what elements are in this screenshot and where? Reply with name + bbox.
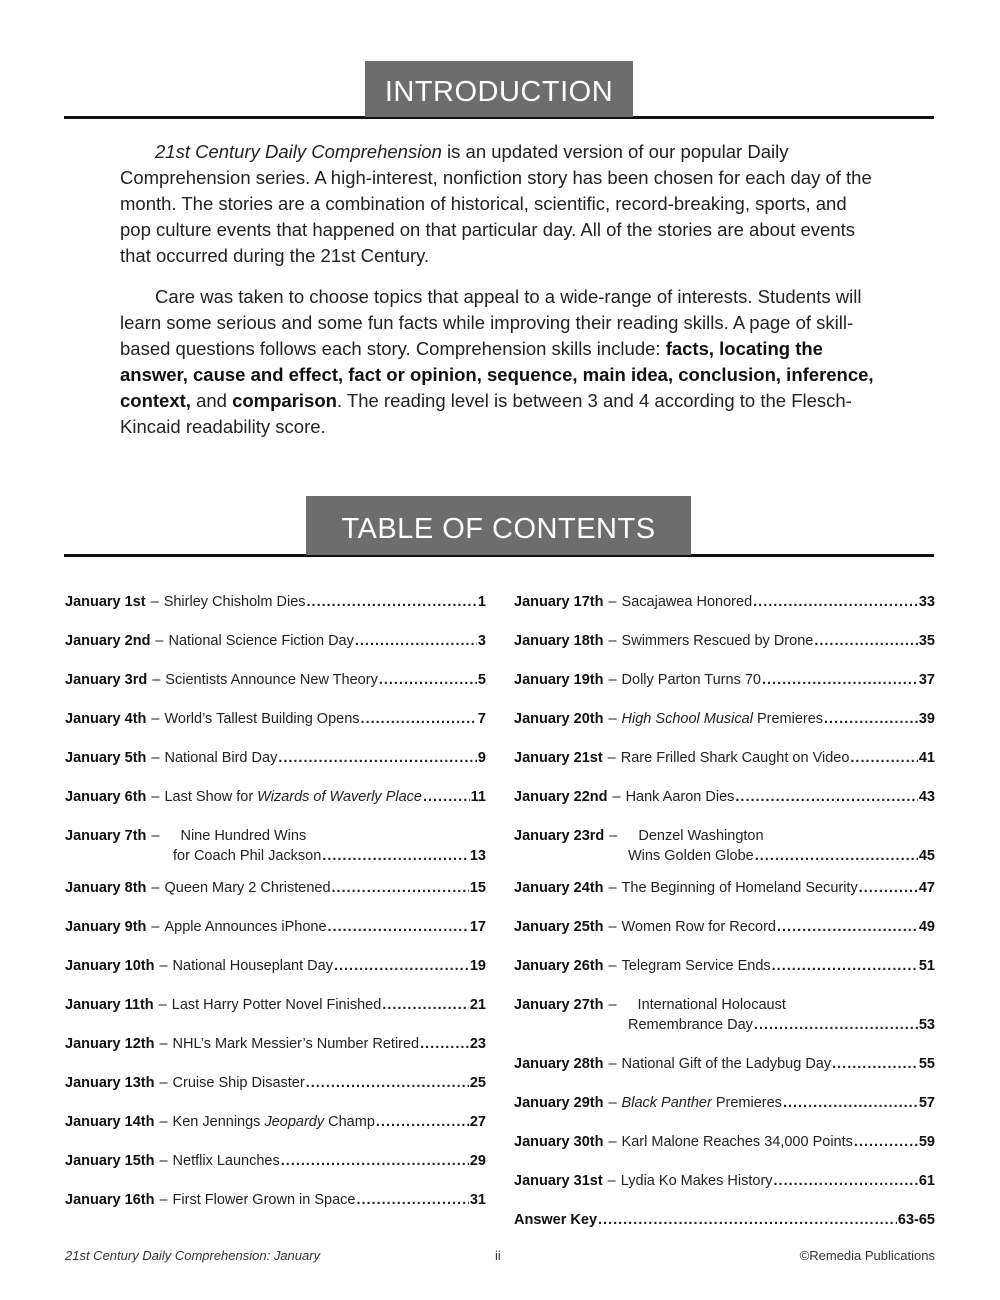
dot-leader bbox=[735, 787, 917, 807]
dash: – bbox=[608, 672, 617, 688]
dash: – bbox=[152, 672, 161, 688]
dot-leader bbox=[376, 1112, 469, 1132]
toc-entry-line bbox=[514, 1171, 935, 1191]
toc-entry-line bbox=[65, 995, 486, 1015]
dot-leader bbox=[754, 1015, 918, 1035]
toc-entry-title: Nine Hundred Wins bbox=[180, 828, 307, 844]
toc-entry-page: 1 bbox=[477, 594, 486, 610]
toc-heading: TABLE OF CONTENTS bbox=[306, 496, 691, 555]
toc-entry[interactable] bbox=[65, 631, 486, 651]
dash: – bbox=[155, 633, 164, 649]
toc-entry-date: January 5th bbox=[65, 750, 147, 766]
dot-leader bbox=[332, 878, 469, 898]
dot-leader bbox=[850, 748, 917, 768]
dash: – bbox=[608, 594, 617, 610]
toc-entry-line bbox=[514, 878, 935, 898]
toc-entry[interactable] bbox=[65, 995, 486, 1015]
toc-entry-page: 25 bbox=[469, 1075, 486, 1091]
intro-paragraph-1 bbox=[120, 139, 880, 269]
toc-entry[interactable] bbox=[65, 709, 486, 729]
dot-leader bbox=[379, 670, 477, 690]
toc-entry[interactable] bbox=[65, 1151, 486, 1171]
toc-entry-date: January 13th bbox=[65, 1075, 155, 1091]
toc-entry-page: 45 bbox=[918, 848, 935, 864]
toc-entry-title: World’s Tallest Building Opens bbox=[164, 711, 360, 727]
toc-entry[interactable] bbox=[514, 631, 935, 651]
title-text: Premieres bbox=[752, 711, 824, 727]
dot-leader bbox=[278, 748, 477, 768]
book-title: 21st Century Daily Comprehension bbox=[155, 141, 442, 162]
dot-leader bbox=[753, 592, 918, 612]
toc-entry-line bbox=[65, 670, 486, 690]
dash: – bbox=[159, 1075, 168, 1091]
toc-entry-line bbox=[514, 995, 935, 1015]
toc-entry[interactable] bbox=[65, 1073, 486, 1093]
toc-entry-page: 39 bbox=[918, 711, 935, 727]
title-text: Ken Jennings bbox=[172, 1114, 265, 1130]
toc-entry[interactable] bbox=[65, 670, 486, 690]
toc-entry-date: January 8th bbox=[65, 880, 147, 896]
title-text: Last Show for bbox=[164, 789, 258, 805]
dash: – bbox=[608, 1134, 617, 1150]
dash: – bbox=[159, 1153, 168, 1169]
toc-entry-date: January 9th bbox=[65, 919, 147, 935]
toc-entry-page: 29 bbox=[469, 1153, 486, 1169]
toc-entry[interactable] bbox=[65, 1112, 486, 1132]
dot-leader bbox=[854, 1132, 918, 1152]
dot-leader bbox=[762, 670, 918, 690]
dash: – bbox=[158, 997, 167, 1013]
introduction-header bbox=[64, 61, 934, 121]
dot-leader bbox=[356, 1190, 468, 1210]
toc-entry[interactable] bbox=[514, 670, 935, 690]
toc-entry[interactable] bbox=[514, 956, 935, 976]
toc-entry-page: 13 bbox=[469, 848, 486, 864]
toc-entry-page: 33 bbox=[918, 594, 935, 610]
toc-entry[interactable] bbox=[514, 1132, 935, 1152]
toc-entry-line bbox=[514, 709, 935, 729]
toc-entry-title: Last Harry Potter Novel Finished bbox=[171, 997, 382, 1013]
toc-entry[interactable] bbox=[514, 592, 935, 612]
toc-entry-page: 57 bbox=[918, 1095, 935, 1111]
intro-p2-tail: . The reading level is between 3 and 4 according to the Flesch-Kincaid readability score. bbox=[120, 390, 852, 437]
toc-entry-title: National Gift of the Ladybug Day bbox=[621, 1056, 832, 1072]
toc-entry-date: January 3rd bbox=[65, 672, 148, 688]
toc-entry-line bbox=[514, 1054, 935, 1074]
dash: – bbox=[151, 711, 160, 727]
dash: – bbox=[609, 828, 618, 844]
toc-entry-page: 21 bbox=[469, 997, 486, 1013]
toc-entry-title: Dolly Parton Turns 70 bbox=[621, 672, 761, 688]
toc-entry-title: Lydia Ko Makes History bbox=[620, 1173, 773, 1189]
toc-entry-page: 19 bbox=[469, 958, 486, 974]
toc-entry-title: Swimmers Rescued by Drone bbox=[621, 633, 814, 649]
dash: – bbox=[608, 711, 617, 727]
dash: – bbox=[608, 880, 617, 896]
toc-entry[interactable] bbox=[65, 956, 486, 976]
dash: – bbox=[151, 789, 160, 805]
toc-entry-title: Shirley Chisholm Dies bbox=[163, 594, 306, 610]
dot-leader bbox=[423, 787, 470, 807]
toc-entry-date: January 28th bbox=[514, 1056, 604, 1072]
dot-leader bbox=[783, 1093, 918, 1113]
toc-entry-date: January 31st bbox=[514, 1173, 603, 1189]
toc-entry-line bbox=[65, 878, 486, 898]
toc-entry-title bbox=[173, 1112, 375, 1132]
toc-entry-line bbox=[514, 1132, 935, 1152]
toc-entry-date: January 19th bbox=[514, 672, 604, 688]
dot-leader bbox=[774, 1171, 918, 1191]
toc-entry-title: Sacajawea Honored bbox=[621, 594, 753, 610]
toc-entry[interactable] bbox=[65, 878, 486, 898]
toc-entry-page: 43 bbox=[918, 789, 935, 805]
toc-entry-date: January 21st bbox=[514, 750, 603, 766]
dot-leader bbox=[382, 995, 469, 1015]
dash: – bbox=[608, 997, 617, 1013]
toc-entry-title bbox=[164, 787, 421, 807]
toc-entry-line bbox=[65, 1190, 486, 1210]
answer-key-label: Answer Key bbox=[514, 1212, 598, 1228]
toc-entry-page: 15 bbox=[469, 880, 486, 896]
toc-entry-date: January 2nd bbox=[65, 633, 151, 649]
toc-entry-date: January 1st bbox=[65, 594, 146, 610]
dot-leader bbox=[755, 846, 918, 866]
toc-entry-title: NHL’s Mark Messier’s Number Retired bbox=[172, 1036, 420, 1052]
intro-paragraph-2 bbox=[120, 284, 880, 440]
dash: – bbox=[151, 750, 160, 766]
toc-entry-title: Denzel Washington bbox=[638, 828, 764, 844]
toc-entry-title: National Science Fiction Day bbox=[168, 633, 354, 649]
toc-entry-date: January 6th bbox=[65, 789, 147, 805]
dot-leader bbox=[307, 592, 477, 612]
dash: – bbox=[607, 1173, 616, 1189]
toc-entry-page: 5 bbox=[477, 672, 486, 688]
toc-entry[interactable] bbox=[514, 709, 935, 729]
toc-entry-line bbox=[65, 826, 486, 846]
toc-entry-title: Wins Golden Globe bbox=[628, 848, 754, 864]
toc-entry-line bbox=[514, 846, 935, 866]
answer-key-entry[interactable] bbox=[514, 1210, 935, 1230]
toc-entry-line bbox=[65, 709, 486, 729]
intro-p2-text: Care was taken to choose topics that appeal to a wide-range of interests. Students will learn some serious and some fun facts while improving their reading skills. A page of skill-based questions follows each story. Comprehension skills include: bbox=[120, 286, 862, 359]
toc-entry[interactable] bbox=[65, 917, 486, 937]
toc-entry[interactable] bbox=[514, 787, 935, 807]
toc-entry-title: Queen Mary 2 Christened bbox=[164, 880, 331, 896]
dot-leader bbox=[777, 917, 918, 937]
toc-entry-line bbox=[514, 1093, 935, 1113]
toc-entry-line bbox=[65, 1073, 486, 1093]
toc-entry-page: 51 bbox=[918, 958, 935, 974]
toc-entry-page: 31 bbox=[469, 1192, 486, 1208]
dot-leader bbox=[355, 631, 477, 651]
toc-entry-line bbox=[65, 748, 486, 768]
toc-entry-date: January 29th bbox=[514, 1095, 604, 1111]
toc-entry-date: January 4th bbox=[65, 711, 147, 727]
toc-entry-page: 9 bbox=[477, 750, 486, 766]
toc-entry-page: 37 bbox=[918, 672, 935, 688]
dot-leader bbox=[328, 917, 469, 937]
toc-entry-line bbox=[65, 846, 486, 866]
toc-entry-date: January 25th bbox=[514, 919, 604, 935]
dash: – bbox=[151, 880, 160, 896]
copyright: ©Remedia Publications bbox=[799, 1248, 935, 1263]
toc-entry-title: Hank Aaron Dies bbox=[625, 789, 735, 805]
toc-entry[interactable] bbox=[514, 917, 935, 937]
toc-entry-page: 61 bbox=[918, 1173, 935, 1189]
toc-entry[interactable] bbox=[514, 1171, 935, 1191]
toc-entry-page: 7 bbox=[477, 711, 486, 727]
toc-entry-title: Telegram Service Ends bbox=[621, 958, 771, 974]
toc-entry-date: January 18th bbox=[514, 633, 604, 649]
toc-entry-title: Scientists Announce New Theory bbox=[165, 672, 378, 688]
toc-header bbox=[64, 496, 934, 558]
toc-entry[interactable] bbox=[65, 1034, 486, 1054]
toc-entry-date: January 7th bbox=[65, 828, 147, 844]
toc-entry-title: for Coach Phil Jackson bbox=[173, 848, 322, 864]
dash: – bbox=[151, 919, 160, 935]
dash: – bbox=[607, 750, 616, 766]
dot-leader bbox=[598, 1210, 897, 1230]
intro-p1-text: is an updated version of our popular Daily Comprehension series. A high-interest, nonfiction story has been chosen for each day of the month. The stories are a combination of historical, scientific, record-breaking, sports, and pop culture events that happened on that particular day. All of the stories are about events that occurred during the 21st Century. bbox=[120, 141, 872, 266]
toc-entry-title: Netflix Launches bbox=[172, 1153, 280, 1169]
toc-entry-title: The Beginning of Homeland Security bbox=[621, 880, 858, 896]
dot-leader bbox=[814, 631, 918, 651]
toc-entry-line bbox=[514, 592, 935, 612]
toc-entry-page: 11 bbox=[470, 789, 486, 805]
toc-entry-line bbox=[514, 1210, 935, 1230]
dash: – bbox=[159, 958, 168, 974]
toc-entry-line bbox=[514, 631, 935, 651]
title-italic: Black Panther bbox=[621, 1095, 712, 1111]
toc-entry-date: January 16th bbox=[65, 1192, 155, 1208]
toc-entry[interactable] bbox=[65, 787, 486, 807]
introduction-heading: INTRODUCTION bbox=[365, 61, 633, 117]
toc-entry-line bbox=[514, 748, 935, 768]
toc-entry-line bbox=[65, 592, 486, 612]
toc-entry[interactable] bbox=[65, 748, 486, 768]
title-text: Champ bbox=[324, 1114, 375, 1130]
toc-entry-page: 47 bbox=[918, 880, 935, 896]
dash: – bbox=[608, 1095, 617, 1111]
toc-entry-date: January 15th bbox=[65, 1153, 155, 1169]
toc-entry-line bbox=[65, 956, 486, 976]
toc-entry-line bbox=[514, 787, 935, 807]
dash: – bbox=[159, 1036, 168, 1052]
toc-entry[interactable] bbox=[65, 826, 486, 866]
dot-leader bbox=[361, 709, 477, 729]
dot-leader bbox=[420, 1034, 469, 1054]
dash: – bbox=[608, 633, 617, 649]
toc-entry-line bbox=[65, 631, 486, 651]
title-italic: High School Musical bbox=[621, 711, 753, 727]
toc-entry-date: January 14th bbox=[65, 1114, 155, 1130]
toc-entry-line bbox=[514, 826, 935, 846]
toc-entry-date: January 23rd bbox=[514, 828, 605, 844]
toc-entry-line bbox=[514, 1015, 935, 1035]
toc-entry-date: January 12th bbox=[65, 1036, 155, 1052]
toc-entry-page: 17 bbox=[469, 919, 486, 935]
toc-entry-page: 23 bbox=[469, 1036, 486, 1052]
toc-entry-line bbox=[65, 1151, 486, 1171]
page-number: ii bbox=[495, 1248, 501, 1263]
dash: – bbox=[608, 1056, 617, 1072]
dash: – bbox=[159, 1192, 168, 1208]
skill-comparison: comparison bbox=[232, 390, 337, 411]
dash: – bbox=[608, 919, 617, 935]
dot-leader bbox=[306, 1073, 469, 1093]
footer-book-title: 21st Century Daily Comprehension: January bbox=[65, 1248, 321, 1263]
dash: – bbox=[612, 789, 621, 805]
toc-entry[interactable] bbox=[514, 748, 935, 768]
toc-entry-title bbox=[622, 709, 823, 729]
toc-entry-date: January 22nd bbox=[514, 789, 608, 805]
toc-entry[interactable] bbox=[514, 1054, 935, 1074]
dash: – bbox=[608, 958, 617, 974]
toc-entry-title: Women Row for Record bbox=[621, 919, 776, 935]
toc-entry-line bbox=[514, 670, 935, 690]
toc-entry-page: 3 bbox=[477, 633, 486, 649]
dot-leader bbox=[832, 1054, 918, 1074]
dot-leader bbox=[772, 956, 918, 976]
toc-entry-title: First Flower Grown in Space bbox=[172, 1192, 356, 1208]
toc-entry-title: Karl Malone Reaches 34,000 Points bbox=[621, 1134, 853, 1150]
toc-entry-title: National Houseplant Day bbox=[172, 958, 333, 974]
toc-entry[interactable] bbox=[514, 995, 935, 1035]
dash: – bbox=[151, 828, 160, 844]
toc-entry-title: Cruise Ship Disaster bbox=[172, 1075, 305, 1091]
toc-entry-page: 27 bbox=[469, 1114, 486, 1130]
toc-entry-page: 49 bbox=[918, 919, 935, 935]
dot-leader bbox=[334, 956, 469, 976]
dot-leader bbox=[281, 1151, 469, 1171]
toc-entry-date: January 10th bbox=[65, 958, 155, 974]
toc-entry[interactable] bbox=[514, 1093, 935, 1113]
toc-entry-date: January 17th bbox=[514, 594, 604, 610]
toc-entry-page: 35 bbox=[918, 633, 935, 649]
toc-entry-line bbox=[65, 917, 486, 937]
toc-entry-line bbox=[65, 1112, 486, 1132]
toc-entry-page: 55 bbox=[918, 1056, 935, 1072]
toc-entry-title: Apple Announces iPhone bbox=[164, 919, 327, 935]
toc-entry-title: Remembrance Day bbox=[628, 1017, 753, 1033]
toc-entry-date: January 11th bbox=[65, 997, 154, 1013]
toc-entry[interactable] bbox=[514, 878, 935, 898]
toc-entry[interactable] bbox=[514, 826, 935, 866]
toc-entry-date: January 27th bbox=[514, 997, 604, 1013]
toc-entry-title bbox=[622, 1093, 782, 1113]
toc-entry-line bbox=[514, 956, 935, 976]
toc-entry-date: January 20th bbox=[514, 711, 604, 727]
dot-leader bbox=[859, 878, 918, 898]
toc-entry-line bbox=[65, 1034, 486, 1054]
dot-leader bbox=[322, 846, 469, 866]
toc-entry-line bbox=[514, 917, 935, 937]
skills-list: facts, locating the answer, cause and effect, fact or opinion, sequence, main idea, conclusion, inference, context, bbox=[120, 338, 874, 411]
toc-entry-line bbox=[65, 787, 486, 807]
toc-entry-date: January 30th bbox=[514, 1134, 604, 1150]
toc-entry-page: 53 bbox=[918, 1017, 935, 1033]
toc-entry-title: International Holocaust bbox=[637, 997, 786, 1013]
answer-key-pages: 63-65 bbox=[897, 1212, 935, 1228]
dash: – bbox=[159, 1114, 168, 1130]
toc-entry-date: January 26th bbox=[514, 958, 604, 974]
toc-entry-date: January 24th bbox=[514, 880, 604, 896]
title-italic: Jeopardy bbox=[264, 1114, 325, 1130]
intro-p2-and: and bbox=[190, 390, 233, 411]
toc-entry-title: National Bird Day bbox=[164, 750, 278, 766]
dot-leader bbox=[824, 709, 918, 729]
toc-entry[interactable] bbox=[65, 592, 486, 612]
dash: – bbox=[150, 594, 159, 610]
toc-entry-page: 41 bbox=[918, 750, 935, 766]
toc-entry-page: 59 bbox=[918, 1134, 935, 1150]
toc-entry[interactable] bbox=[65, 1190, 486, 1210]
toc-entry-title: Rare Frilled Shark Caught on Video bbox=[620, 750, 850, 766]
title-text: Premieres bbox=[711, 1095, 782, 1111]
title-italic: Wizards of Waverly Place bbox=[257, 789, 422, 805]
